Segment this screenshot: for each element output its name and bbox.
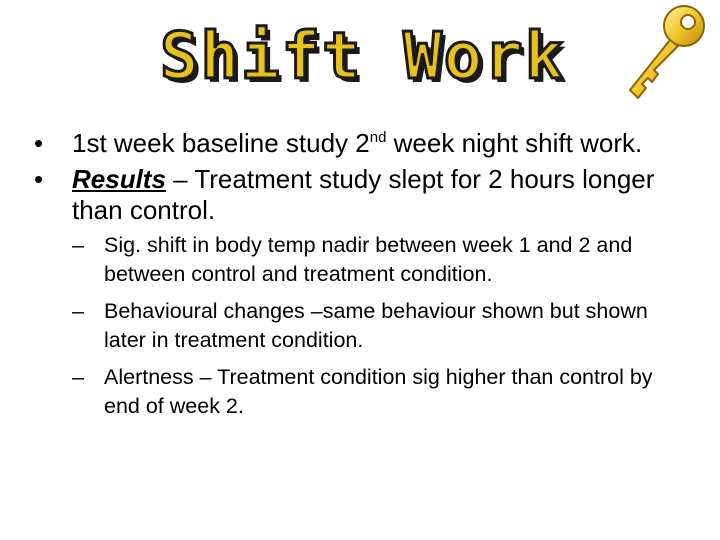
- bullet-text: week night shift work.: [386, 128, 643, 158]
- title-banner: [160, 12, 600, 102]
- sub-list-item: [72, 297, 690, 355]
- bullet-text: – Treatment study slept for 2 hours longer than control.: [72, 164, 655, 225]
- dash-marker: –: [72, 299, 84, 323]
- bullet-list: [30, 128, 690, 429]
- results-label: Results: [72, 164, 166, 194]
- sub-list: [72, 231, 690, 421]
- list-item: [30, 128, 690, 159]
- sub-item-text: Alertness – Treatment condition sig higher than control by end of week 2.: [104, 365, 653, 418]
- bullet-marker: •: [34, 164, 44, 194]
- dash-marker: –: [72, 365, 84, 389]
- ordinal-suffix: nd: [369, 129, 387, 146]
- dash-marker: –: [72, 233, 84, 257]
- sub-item-text: Behavioural changes –same behaviour shown but shown later in treatment condition.: [104, 299, 648, 352]
- sub-list-item: [72, 231, 690, 289]
- key-icon: [612, 2, 712, 102]
- list-item: [30, 164, 690, 226]
- bullet-text: 1st week baseline study 2: [72, 128, 370, 158]
- page-title: Shift Work: [160, 20, 566, 94]
- bullet-marker: •: [34, 128, 44, 158]
- sub-item-text: Sig. shift in body temp nadir between week 1 and 2 and between control and treatment condition.: [104, 233, 633, 286]
- sub-list-item: [72, 363, 690, 421]
